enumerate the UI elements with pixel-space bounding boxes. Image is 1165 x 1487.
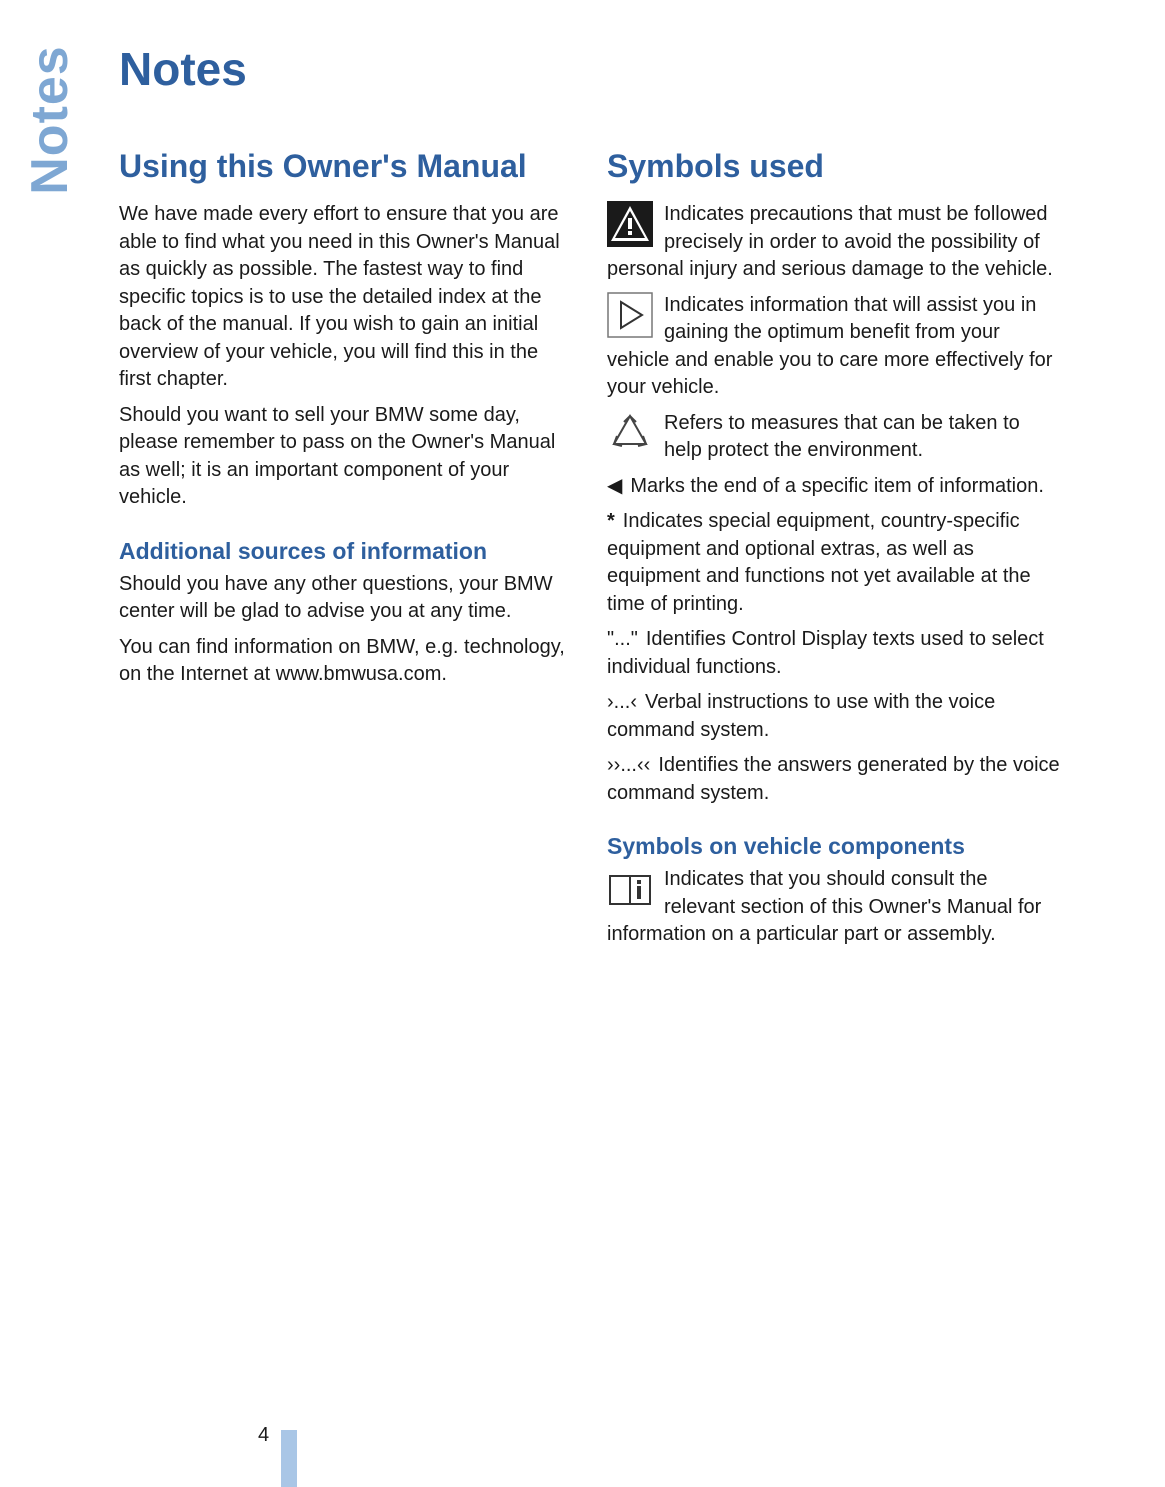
marker-entry (607, 626, 1062, 681)
page-title: Notes (119, 43, 247, 95)
marker-description: Verbal instructions to use with the voice command system. (607, 691, 996, 741)
marker-description: Indicates special equipment, country-specific equipment and optional extras, as well as equipment and functions not yet available at the time of printing. (607, 510, 1031, 615)
symbol-description: Indicates precautions that must be followed precisely in order to avoid the possibility of personal injury and serious damage to the vehicle. (607, 203, 1053, 280)
left-column (119, 148, 575, 697)
symbol-description: Indicates information that will assist you in gaining the optimum benefit from your vehicle and enable you to care more effectively for your vehicle. (607, 293, 1053, 398)
section-heading-symbols-used: Symbols used (607, 148, 824, 184)
marker-entry (607, 689, 1062, 744)
end-marker-icon: ◀ (607, 474, 623, 497)
paragraph: You can find information on BMW, e.g. technology, on the Internet at www.bmwusa.com. (119, 635, 565, 685)
warning-triangle-icon (607, 201, 655, 249)
marker-description: Marks the end of a specific item of information. (630, 474, 1044, 497)
symbol-entry (607, 866, 1062, 949)
marker-description: Identifies Control Display texts used to select individual functions. (607, 628, 1044, 678)
symbol-description: Indicates that you should consult the relevant section of this Owner's Manual for information on a particular part or assembly. (607, 868, 1042, 945)
page-edge-bar (281, 1430, 297, 1487)
marker-entry (607, 508, 1062, 618)
manual-info-icon (607, 866, 655, 914)
recycle-icon (607, 410, 655, 458)
paragraph: Should you have any other questions, your BMW center will be glad to advise you at any time. (119, 572, 553, 622)
symbol-description: Refers to measures that can be taken to help protect the environment. (664, 411, 1020, 461)
paragraph: Should you want to sell your BMW some day, please remember to pass on the Owner's Manual as well; it is an important component of your vehicle. (119, 403, 556, 508)
marker-description: Identifies the answers generated by the voice command system. (607, 754, 1060, 804)
side-tab-label: Notes (21, 45, 79, 195)
play-triangle-icon (607, 292, 655, 340)
paragraph: We have made every effort to ensure that you are able to find what you need in this Owner's Manual as quickly as possible. The fastest way to find specific topics is to use the detailed index at the back of the manual. If you wish to gain an initial overview of your vehicle, you will find this in the first chapter. (119, 203, 560, 390)
marker-entry (607, 752, 1062, 807)
voice-answer-marker: ››...‹‹ (607, 754, 651, 776)
symbol-entry (607, 292, 1062, 402)
voice-instruction-marker: ›...‹ (607, 691, 637, 713)
symbol-entry (607, 201, 1062, 284)
symbol-entry (607, 410, 1062, 465)
page-number: 4 (258, 1424, 270, 1446)
side-section-tab (20, 45, 80, 195)
marker-entry (607, 473, 1062, 501)
right-column (607, 148, 1062, 957)
section-heading-owners-manual: Using this Owner's Manual (119, 148, 527, 184)
subheading-additional-sources: Additional sources of information (119, 537, 488, 564)
subheading-vehicle-components: Symbols on vehicle components (607, 833, 965, 859)
asterisk-icon: * (607, 510, 615, 532)
quote-marker: "..." (607, 628, 638, 650)
